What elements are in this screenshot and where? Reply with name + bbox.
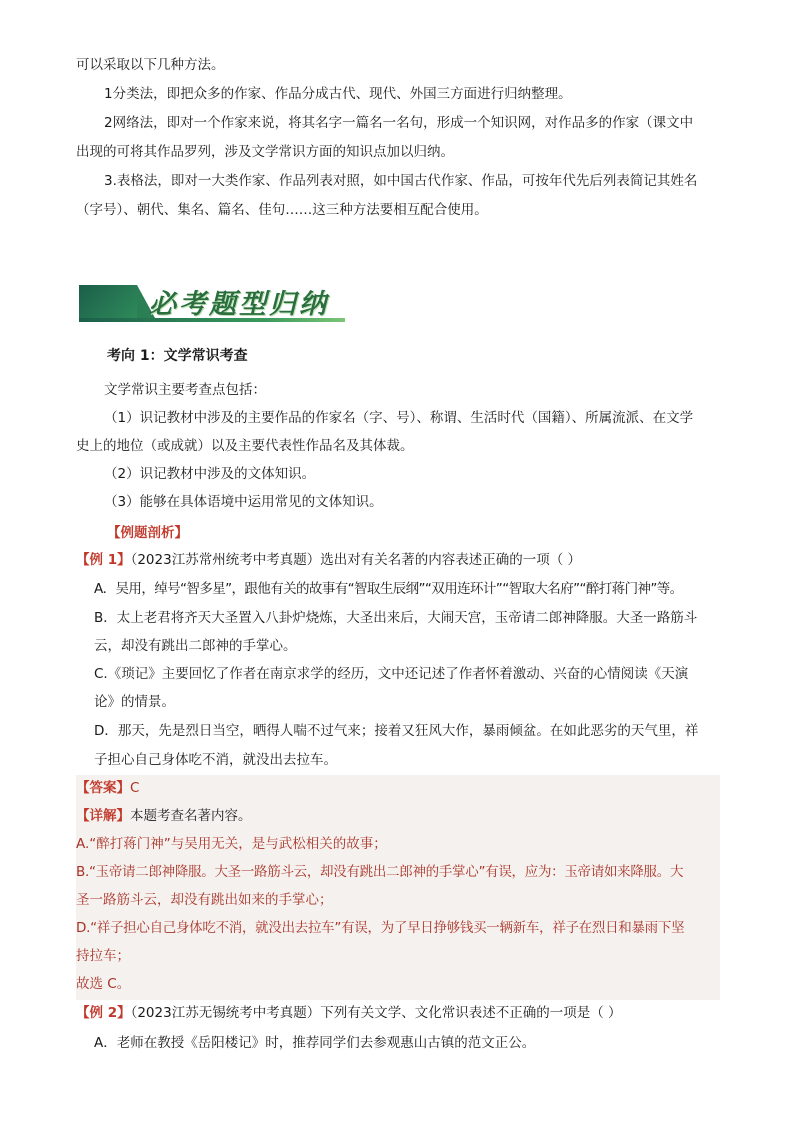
detail-intro: 本题考查名著内容。 <box>130 808 252 824</box>
section-banner <box>79 285 345 323</box>
detail-b-line2: 圣一路筋斗云，却没有跳出如来的手掌心； <box>76 892 333 908</box>
detail-d-line2: 持拉车； <box>76 948 130 964</box>
example-1-option-d-line1: D．那天，先是烈日当空，晒得人喘不过气来；接着又狂风大作，暴雨倾盆。在如此恶劣的天气里，祥 <box>94 723 699 739</box>
section-lead: 文学常识主要考查点包括： <box>104 382 266 398</box>
banner-title: 必考题型归纳 <box>149 289 329 320</box>
banner-block <box>79 285 137 318</box>
example-1-option-a: A．吴用，绰号“智多星”，跟他有关的故事有“智取生辰纲”“双用连环计”“智取大名府”“醉打蒋门神”等。 <box>94 581 683 597</box>
method-classification: 1分类法，即把众多的作家、作品分成古代、现代、外国三方面进行归纳整理。 <box>104 86 572 102</box>
example-2-option-a: A．老师在教授《岳阳楼记》时，推荐同学们去参观惠山古镇的范文正公。 <box>94 1035 536 1051</box>
point-3: （3）能够在具体语境中运用常见的文体知识。 <box>104 494 383 510</box>
point-1-line1: （1）识记教材中涉及的主要作品的作家名（字、号）、称谓、生活时代（国籍）、所属流派、在文学 <box>104 410 694 426</box>
detail-label: 【详解】 <box>76 808 130 824</box>
answer-value: C <box>130 780 140 796</box>
section-heading: 考向 1：文学常识考查 <box>107 348 248 364</box>
intro-line: 可以采取以下几种方法。 <box>76 57 225 73</box>
method-table-line1: 3.表格法，即对一大类作家、作品列表对照，如中国古代作家、作品，可按年代先后列表简记其姓名 <box>104 173 698 189</box>
example-2-label: 【例 2】 <box>76 1005 131 1021</box>
example-1-option-c-line1: C.《琐记》主要回忆了作者在南京求学的经历，文中还记述了作者怀着激动、兴奋的心情阅读《天演 <box>94 666 689 682</box>
example-1-option-b-line2: 云，却没有跳出二郎神的手掌心。 <box>94 638 297 654</box>
example-analysis-tag: 【例题剖析】 <box>107 525 188 541</box>
method-network-line2: 出现的可将其作品罗列，涉及文学常识方面的知识点加以归纳。 <box>76 144 454 160</box>
method-table-line2: （字号）、朝代、集名、篇名、佳句……这三种方法要相互配合使用。 <box>76 202 488 218</box>
example-1-label: 【例 1】 <box>76 552 131 568</box>
detail-a: A.“醉打蒋门神”与吴用无关，是与武松相关的故事； <box>76 836 387 852</box>
method-network-line1: 2网络法，即对一个作家来说，将其名字一篇名一名句，形成一个知识网，对作品多的作家（课文中 <box>104 115 694 131</box>
answer-line <box>76 778 139 798</box>
detail-d-line1: D.“祥子担心自己身体吃不消，就没出去拉车”有误，为了早日挣够钱买一辆新车，祥子在烈日和暴雨下坚 <box>76 920 685 936</box>
detail-conclusion: 故选 C。 <box>76 976 131 992</box>
example-1-option-b-line1: B．太上老君将齐天大圣置入八卦炉烧炼，大圣出来后，大闹天宫，玉帝请二郎神降服。大圣一路筋斗 <box>94 610 698 626</box>
example-1-option-d-line2: 子担心自己身体吃不消，就没出去拉车。 <box>94 752 337 768</box>
example-1-option-c-line2: 论》的情景。 <box>94 694 175 710</box>
point-1-line2: 史上的地位（或成就）以及主要代表性作品名及其体裁。 <box>76 438 414 454</box>
example-1-stem-text: （2023江苏常州统考中考真题）选出对有关名著的内容表述正确的一项（ ） <box>130 552 581 568</box>
detail-b-line1: B.“玉帝请二郎神降服。大圣一路筋斗云，却没有跳出二郎神的手掌心”有误，应为：玉帝请如来降服。大 <box>76 864 684 880</box>
answer-label: 【答案】 <box>76 780 130 796</box>
point-2: （2）识记教材中涉及的文体知识。 <box>104 466 316 482</box>
example-2-stem-text: （2023江苏无锡统考中考真题）下列有关文学、文化常识表述不正确的一项是（ ） <box>130 1005 622 1021</box>
example-2-stem <box>76 1003 622 1023</box>
detail-line <box>76 806 252 826</box>
example-1-stem <box>76 550 581 570</box>
